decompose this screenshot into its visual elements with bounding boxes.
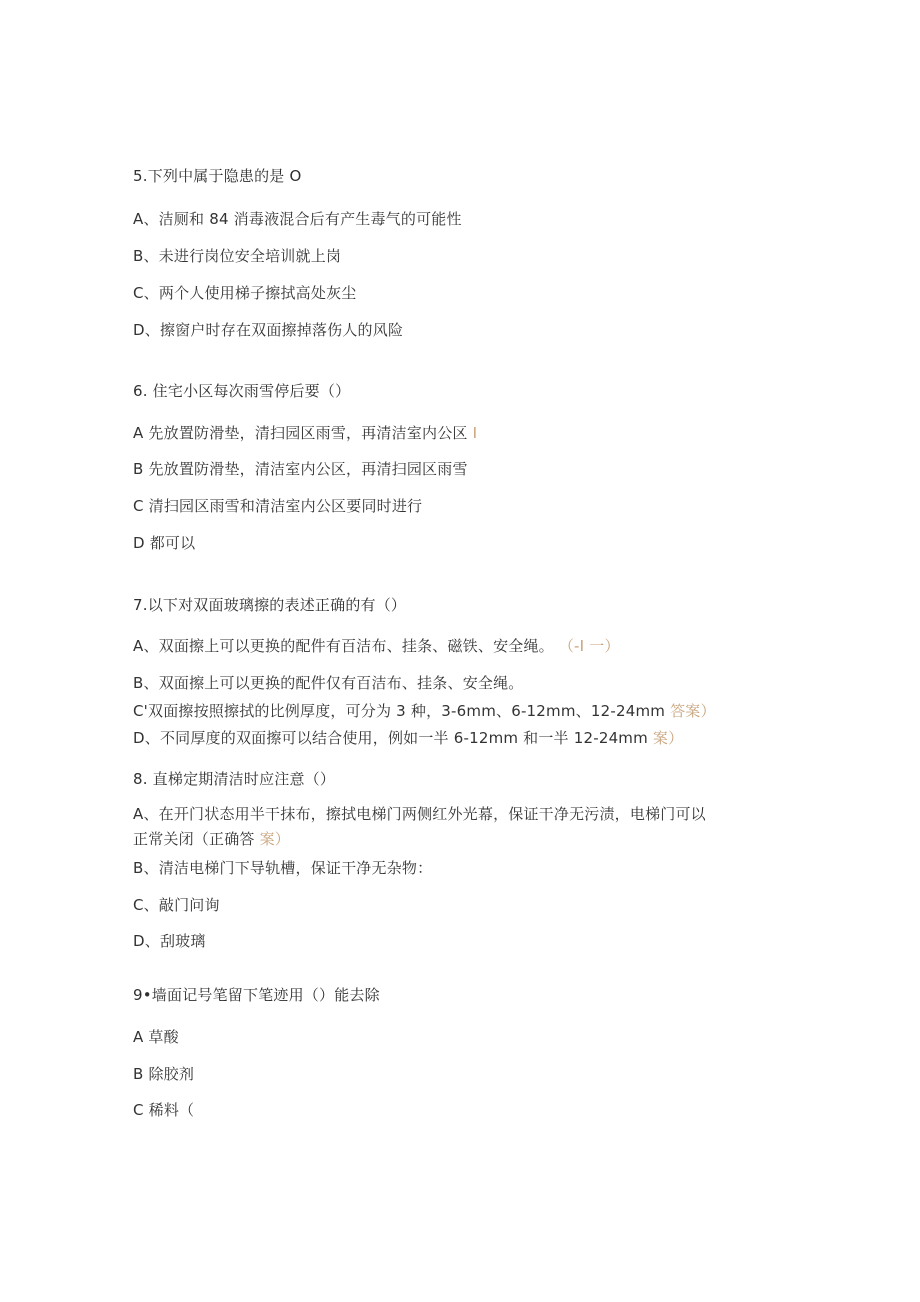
question-7-option-a — [133, 636, 620, 656]
question-6-option-b: B 先放置防滑垫，清洁室内公区，再清扫园区雨雪 — [133, 460, 468, 478]
question-7-option-c-note: 答案） — [670, 702, 716, 720]
question-5-option-b: B、未进行岗位安全培训就上岗 — [133, 247, 342, 265]
question-7-option-c-text: C'双面擦按照擦拭的比例厚度，可分为 3 种，3-6mm、6-12mm、12-24mm — [133, 702, 666, 720]
question-7-option-d-note: 案） — [652, 729, 684, 747]
question-7-option-c — [133, 701, 716, 721]
question-7-option-d — [133, 728, 683, 748]
question-8-option-a-cont-text: 正常关闭（正确答 — [133, 830, 255, 848]
question-6-option-a — [133, 423, 477, 443]
question-9-title: 9•墙面记号笔留下笔迹用（）能去除 — [133, 986, 380, 1004]
question-5-option-d: D、擦窗户时存在双面擦掉落伤人的风险 — [133, 321, 404, 339]
question-8-option-a: A、在开门状态用半干抹布，擦拭电梯门两侧红外光幕，保证干净无污渍，电梯门可以 — [133, 805, 706, 823]
question-9-option-c: C 稀料（ — [133, 1101, 195, 1119]
question-9-option-b: B 除胶剂 — [133, 1065, 195, 1083]
question-9-option-a: A 草酸 — [133, 1028, 179, 1046]
question-8-option-c: C、敲门问询 — [133, 896, 220, 914]
question-6-option-d: D 都可以 — [133, 534, 196, 552]
question-6-option-c: C 清扫园区雨雪和清洁室内公区要同时进行 — [133, 497, 423, 515]
question-7-option-d-text: D、不同厚度的双面擦可以结合使用，例如一半 6-12mm 和一半 12-24mm — [133, 729, 648, 747]
question-8-title: 8. 直梯定期清洁时应注意（） — [133, 770, 336, 788]
question-8-option-a-cont — [133, 829, 290, 849]
question-5-option-a: A、洁厕和 84 消毒液混合后有产生毒气的可能性 — [133, 210, 462, 228]
question-7-option-b: B、双面擦上可以更换的配件仅有百洁布、挂条、安全绳。 — [133, 674, 524, 692]
question-7-option-a-text: A、双面擦上可以更换的配件有百洁布、挂条、磁铁、安全绳。 — [133, 637, 554, 655]
question-8-option-b: B、清洁电梯门下导轨槽，保证干净无杂物： — [133, 859, 433, 877]
question-5-title: 5.下列中属于隐患的是 O — [133, 167, 302, 185]
question-5-option-c: C、两个人使用梯子擦拭高处灰尘 — [133, 284, 357, 302]
question-6-title: 6. 住宅小区每次雨雪停后要（） — [133, 382, 351, 400]
question-7-title: 7.以下对双面玻璃擦的表述正确的有（） — [133, 596, 407, 614]
question-8-option-d: D、刮玻璃 — [133, 932, 206, 950]
question-6-option-a-mark: I — [472, 424, 478, 442]
question-7-option-a-note: （-I 一） — [558, 637, 620, 655]
question-6-option-a-text: A 先放置防滑垫，清扫园区雨雪，再清洁室内公区 — [133, 424, 468, 442]
question-8-option-a-cont-note: 案） — [259, 830, 290, 848]
